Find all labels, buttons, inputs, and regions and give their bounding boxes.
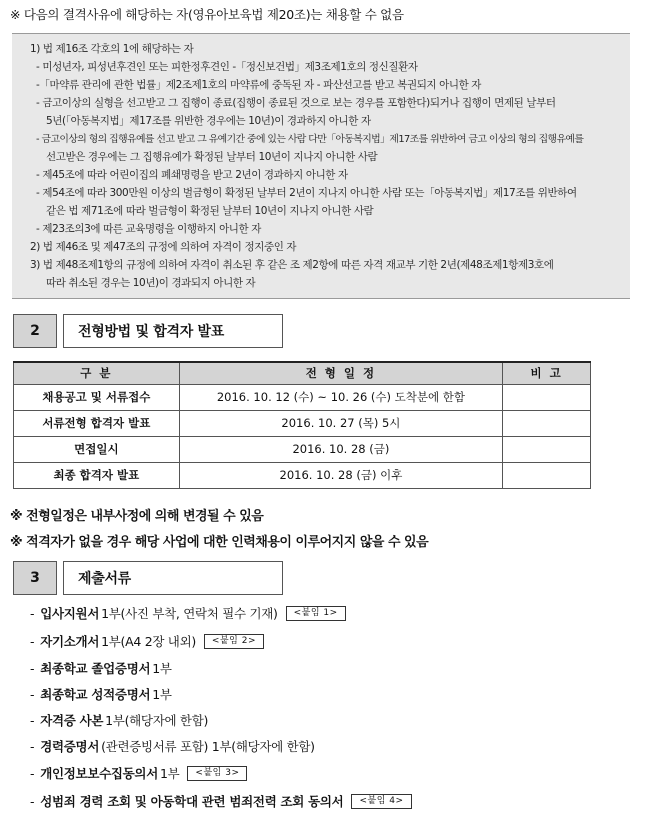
- row-category: 최종 합격자 발표: [14, 462, 180, 488]
- disqualification-line: - 제45조에 따라 어린이집의 폐쇄명령을 받고 2년이 경과하지 아니한 자: [36, 169, 348, 181]
- document-item: - 자격증 사본 1부(해당자에 한함): [30, 712, 209, 728]
- row-remarks: [503, 436, 591, 462]
- disqualification-line: - 제54조에 따라 300만원 이상의 벌금형이 확정된 날부터 2년이 지나지 아니한 사람 또는「아동복지법」제17조를 위반하여: [36, 187, 577, 199]
- row-schedule: 2016. 10. 12 (수) ~ 10. 26 (수) 도착분에 한함: [179, 384, 502, 410]
- document-name: 입사지원서: [40, 606, 100, 621]
- row-schedule: 2016. 10. 28 (금) 이후: [179, 462, 502, 488]
- disqualification-line: 5년(「아동복지법」제17조를 위반한 경우에는 10년)이 경과하지 아니한 자: [46, 115, 371, 127]
- attachment-badge: <붙임 2>: [204, 634, 264, 649]
- disqualification-line: 3) 법 제48조제1항의 규정에 의하여 자격이 취소된 후 같은 조 제2항에 따른 자격 재교부 기한 2년(제48조제1항제3호에: [30, 259, 554, 271]
- row-schedule: 2016. 10. 28 (금): [179, 436, 502, 462]
- attachment-badge: <붙임 3>: [187, 766, 247, 781]
- attachment-badge: <붙임 4>: [351, 794, 411, 809]
- disqualification-line: - 미성년자, 피성년후견인 또는 피한정후견인 -「정신보건법」제3조제1호의 정신질환자: [36, 61, 418, 73]
- document-name: 개인정보보수집동의서: [40, 766, 158, 781]
- document-name: 자기소개서: [40, 634, 100, 649]
- row-category: 면접일시: [14, 436, 180, 462]
- disqualification-line: 선고받은 경우에는 그 집행유예가 확정된 날부터 10년이 지나지 아니한 사람: [46, 151, 378, 163]
- table-row: [14, 462, 591, 488]
- document-item: - 개인정보보수집동의서 1부 <붙임 3>: [30, 764, 247, 782]
- section-3-title: 제출서류: [63, 561, 283, 595]
- document-item: - 성범죄 경력 조회 및 아동학대 관련 범죄전력 조회 동의서 <붙임 4>: [30, 792, 412, 810]
- disqualification-line: 같은 법 제71조에 따라 벌금형이 확정된 날부터 10년이 지나지 아니한 사람: [46, 205, 374, 217]
- document-name: 자격증 사본: [40, 713, 104, 728]
- disqualification-line: 따라 취소된 경우는 10년)이 경과되지 아니한 자: [46, 277, 256, 289]
- schedule-note: ※ 전형일정은 내부사정에 의해 변경될 수 있음: [10, 509, 264, 524]
- document-name: 경력증명서: [40, 739, 100, 754]
- document-item: - 최종학교 졸업증명서 1부: [30, 660, 172, 676]
- disqualification-line: - 제23조의3에 따른 교육명령을 이행하지 아니한 자: [36, 223, 261, 235]
- document-detail: 1부: [152, 661, 172, 676]
- attachment-badge: <붙임 1>: [286, 606, 346, 621]
- document-detail: 1부(해당자에 한함): [105, 713, 209, 728]
- row-category: 채용공고 및 서류접수: [14, 384, 180, 410]
- row-schedule: 2016. 10. 27 (목) 5시: [179, 410, 502, 436]
- disqualification-line: -「마약류 관리에 관한 법률」제2조제1호의 마약류에 중독된 자 - 파산선고를 받고 복권되지 아니한 자: [36, 79, 482, 91]
- schedule-note: ※ 적격자가 없을 경우 해당 사업에 대한 인력채용이 이루어지지 않을 수 있음: [10, 535, 429, 550]
- document-item: - 경력증명서 (관련증빙서류 포함) 1부(해당자에 한함): [30, 738, 315, 754]
- table-header-schedule: 전 형 일 정: [179, 362, 502, 384]
- section-3-number: 3: [13, 561, 57, 595]
- document-detail: 1부(사진 부착, 연락처 필수 기재): [101, 606, 278, 621]
- disqualification-line: 2) 법 제46조 및 제47조의 규정에 의하여 자격이 정지중인 자: [30, 241, 297, 253]
- document-name: 최종학교 성적증명서: [40, 687, 151, 702]
- disqualification-box: [12, 33, 630, 299]
- disqualification-intro: ※ 다음의 결격사유에 해당하는 자(영유아보육법 제20조)는 채용할 수 없음: [10, 7, 404, 22]
- document-item: - 자기소개서 1부(A4 2장 내외) <붙임 2>: [30, 632, 264, 650]
- document-detail: 1부: [159, 766, 180, 781]
- document-item: - 입사지원서 1부(사진 부착, 연락처 필수 기재) <붙임 1>: [30, 604, 346, 622]
- row-remarks: [503, 410, 591, 436]
- table-header-remarks: 비 고: [503, 362, 591, 384]
- disqualification-line: - 금고이상의 형의 집행유예를 선고 받고 그 유예기간 중에 있는 사람 다만「아동복지법」제17조를 위반하여 금고 이상의 형의 집행유예를: [36, 134, 584, 145]
- document-name: 성범죄 경력 조회 및 아동학대 관련 범죄전력 조회 동의서: [40, 794, 344, 809]
- disqualification-line: - 금고이상의 실형을 선고받고 그 집행이 종료(집행이 종료된 것으로 보는 경우를 포함한다)되거나 집행이 면제된 날부터: [36, 97, 556, 109]
- table-row: [14, 436, 591, 462]
- disqualification-line: 1) 법 제16조 각호의 1에 해당하는 자: [30, 43, 194, 55]
- row-remarks: [503, 384, 591, 410]
- section-2-number: 2: [13, 314, 57, 348]
- document-detail: 1부(A4 2장 내외): [101, 634, 196, 649]
- table-header-category: 구 분: [14, 362, 180, 384]
- document-name: 최종학교 졸업증명서: [40, 661, 151, 676]
- section-2-title: 전형방법 및 합격자 발표: [63, 314, 283, 348]
- document-detail: (관련증빙서류 포함) 1부(해당자에 한함): [101, 739, 315, 754]
- document-item: - 최종학교 성적증명서 1부: [30, 686, 172, 702]
- row-remarks: [503, 462, 591, 488]
- document-detail: 1부: [152, 687, 172, 702]
- schedule-table: [13, 361, 591, 489]
- table-row: [14, 410, 591, 436]
- table-row: [14, 384, 591, 410]
- row-category: 서류전형 합격자 발표: [14, 410, 180, 436]
